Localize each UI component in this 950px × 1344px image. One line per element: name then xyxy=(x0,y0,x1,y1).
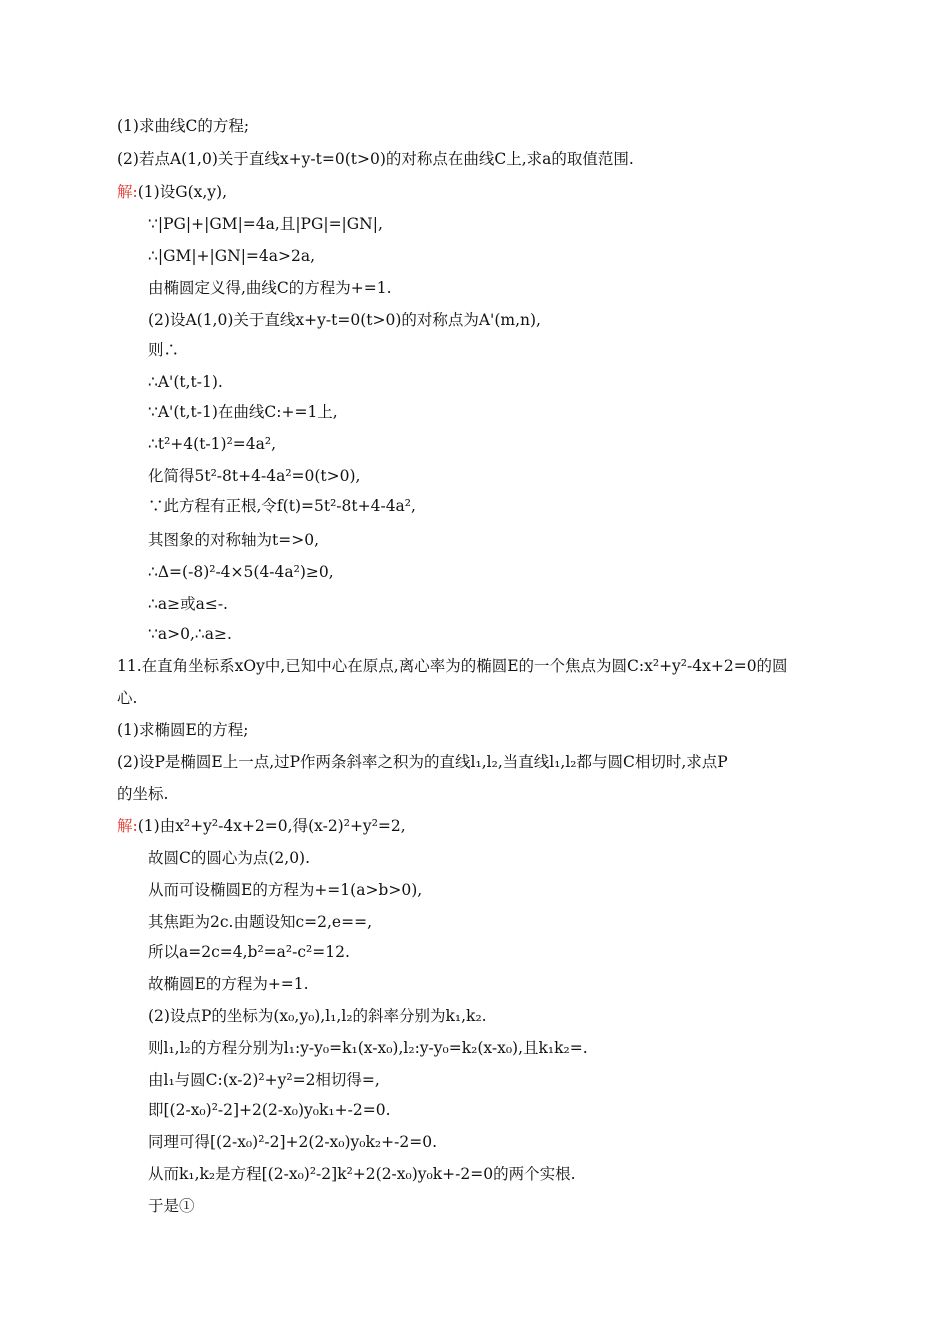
q11-solution-line-1: 故圆C的圆心为点(2,0). xyxy=(148,849,311,867)
q10-part1: (1)求曲线C的方程; xyxy=(117,117,250,135)
q10-solution-line-12: ∴Δ=(-8)²-4×5(4-4a²)≥0, xyxy=(148,563,334,581)
q11-solution-line-0: (1)由x²+y²-4x+2=0,得(x-2)²+y²=2, xyxy=(137,817,406,835)
q11-solution-line-5: 故椭圆E的方程为+=1. xyxy=(148,975,309,993)
q11-solution-line xyxy=(117,816,406,836)
q11-solution-line-9: 即[(2-x₀)²-2]+2(2-x₀)y₀k₁+-2=0. xyxy=(148,1101,391,1119)
q10-solution-line xyxy=(117,182,227,202)
q10-part2: (2)若点A(1,0)关于直线x+y-t=0(t>0)的对称点在曲线C上,求a的取值范围. xyxy=(117,150,634,168)
q11-solution-line-3: 其焦距为2c.由题设知c=2,e==, xyxy=(148,913,373,931)
q11-solution-label: 解: xyxy=(117,817,138,835)
q11-solution-line-2: 从而可设椭圆E的方程为+=1(a>b>0), xyxy=(148,881,423,899)
q11-solution-line-8: 由l₁与圆C:(x-2)²+y²=2相切得=, xyxy=(148,1071,380,1089)
q10-solution-line-0: (1)设G(x,y), xyxy=(137,183,228,201)
q11-solution-line-12: 于是① xyxy=(148,1197,195,1215)
q10-solution-line-10: ∵此方程有正根,令f(t)=5t²-8t+4-4a², xyxy=(148,497,416,515)
q10-solution-line-7: ∵A'(t,t-1)在曲线C:+=1上, xyxy=(148,403,338,421)
q10-solution-line-6: ∴A'(t,t-1). xyxy=(148,373,223,391)
q10-solution-line-4: (2)设A(1,0)关于直线x+y-t=0(t>0)的对称点为A'(m,n), xyxy=(148,311,541,329)
q11-solution-line-4: 所以a=2c=4,b²=a²-c²=12. xyxy=(148,943,350,961)
q11-solution-line-11: 从而k₁,k₂是方程[(2-x₀)²-2]k²+2(2-x₀)y₀k+-2=0的两个实根. xyxy=(148,1165,576,1183)
q10-solution-line-14: ∵a>0,∴a≥. xyxy=(148,625,232,643)
q11-solution-line-6: (2)设点P的坐标为(x₀,y₀),l₁,l₂的斜率分别为k₁,k₂. xyxy=(148,1007,487,1025)
q10-solution-line-2: ∴|GM|+|GN|=4a>2a, xyxy=(148,247,316,265)
q10-solution-line-9: 化简得5t²-8t+4-4a²=0(t>0), xyxy=(148,467,361,485)
q11-solution-line-7: 则l₁,l₂的方程分别为l₁:y-y₀=k₁(x-x₀),l₂:y-y₀=k₂(x-x₀),且k₁k₂=. xyxy=(148,1039,588,1057)
q11-part2-line2: 的坐标. xyxy=(117,785,169,803)
q10-solution-line-5: 则∴ xyxy=(148,341,180,359)
q10-solution-line-8: ∴t²+4(t-1)²=4a², xyxy=(148,435,277,453)
q10-solution-line-3: 由椭圆定义得,曲线C的方程为+=1. xyxy=(148,279,392,297)
q10-solution-line-1: ∵|PG|+|GM|=4a,且|PG|=|GN|, xyxy=(148,215,383,233)
q10-solution-line-11: 其图象的对称轴为t=>0, xyxy=(148,531,319,549)
q11-solution-line-10: 同理可得[(2-x₀)²-2]+2(2-x₀)y₀k₂+-2=0. xyxy=(148,1133,437,1151)
q11-stem-line1: 11.在直角坐标系xOy中,已知中心在原点,离心率为的椭圆E的一个焦点为圆C:x²+y²-4x+2=0的圆 xyxy=(117,657,788,675)
q10-solution-line-13: ∴a≥或a≤-. xyxy=(148,595,228,613)
q11-part2-line1: (2)设P是椭圆E上一点,过P作两条斜率之积为的直线l₁,l₂,当直线l₁,l₂都与圆C相切时,求点P xyxy=(117,753,728,771)
q11-stem-line2: 心. xyxy=(117,689,138,707)
q10-solution-label: 解: xyxy=(117,183,138,201)
q11-part1: (1)求椭圆E的方程; xyxy=(117,721,249,739)
